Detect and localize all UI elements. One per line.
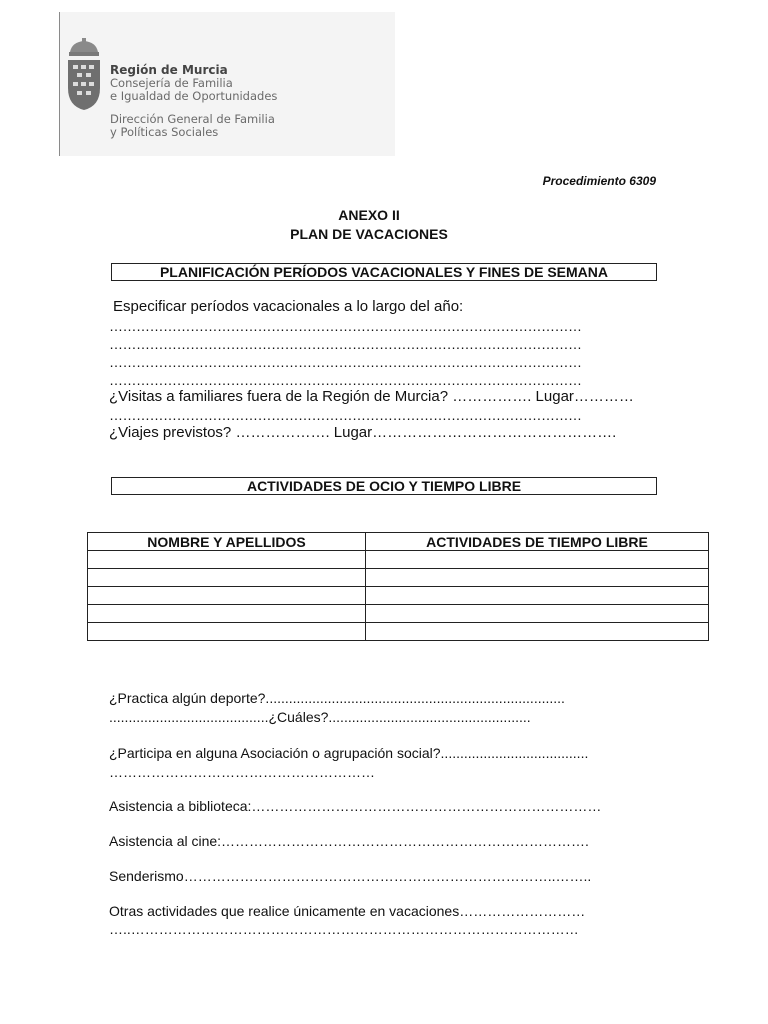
name-cell[interactable] (88, 605, 366, 623)
fill-line[interactable]: …………………………………………………………………………………………… (109, 407, 582, 423)
sport-which-question[interactable]: .........................................¿Cuáles?.................................................... (109, 709, 531, 725)
activities-cell[interactable] (366, 569, 709, 587)
activities-cell[interactable] (366, 551, 709, 569)
fill-line[interactable]: ………………………………………………… (109, 764, 375, 780)
logo-directorate-line-2: y Políticas Sociales (110, 125, 219, 139)
section-heading-vacation-planning: PLANIFICACIÓN PERÍODOS VACACIONALES Y FINES DE SEMANA (111, 263, 657, 281)
library-attendance-question[interactable]: Asistencia a biblioteca:………………………………………………………………… (109, 798, 602, 814)
other-vacation-activities-question[interactable]: Otras actividades que realice únicamente en vacaciones……………………… (109, 903, 586, 919)
specify-periods-label: Especificar períodos vacacionales a lo largo del año: (113, 298, 464, 315)
annex-title: ANEXO II (338, 207, 400, 223)
column-header-activities: ACTIVIDADES DE TIEMPO LIBRE (366, 533, 709, 551)
fill-line[interactable]: …………………………………………………………………………………………… (109, 354, 582, 370)
planned-trips-question[interactable]: ¿Viajes previstos? ………………. Lugar…………………………………………. (109, 424, 617, 441)
logo-region-name: Región de Murcia (110, 63, 228, 77)
table-row (88, 623, 709, 641)
name-cell[interactable] (88, 569, 366, 587)
name-cell[interactable] (88, 587, 366, 605)
logo-directorate-line-1: Dirección General de Familia (110, 112, 275, 126)
fill-line[interactable]: …………………………………………………………………………………………… (109, 336, 582, 352)
fill-line[interactable]: …………………………………………………………………………………………… (109, 318, 582, 334)
table-row (88, 587, 709, 605)
activities-cell[interactable] (366, 605, 709, 623)
fill-line[interactable]: …..…………………………………………………………………………………… (109, 921, 579, 937)
section-heading-leisure-activities: ACTIVIDADES DE OCIO Y TIEMPO LIBRE (111, 477, 657, 495)
table-row (88, 569, 709, 587)
name-cell[interactable] (88, 551, 366, 569)
table-header-row (88, 533, 709, 551)
leisure-activities-table (87, 532, 709, 641)
region-coat-of-arms-icon (66, 38, 102, 112)
procedure-number: Procedimiento 6309 (542, 174, 656, 188)
column-header-name: NOMBRE Y APELLIDOS (88, 533, 366, 551)
hiking-question[interactable]: Senderismo……………………………………………………………………..…….. (109, 868, 592, 884)
activities-cell[interactable] (366, 587, 709, 605)
logo-ministry-line-2: e Igualdad de Oportunidades (110, 89, 278, 103)
logo-ministry-line-1: Consejería de Familia (110, 76, 233, 90)
name-cell[interactable] (88, 623, 366, 641)
activities-cell[interactable] (366, 623, 709, 641)
association-question[interactable]: ¿Participa en alguna Asociación o agrupación social?...................................... (109, 745, 589, 761)
logo-divider (59, 12, 60, 156)
table-row (88, 605, 709, 623)
cinema-attendance-question[interactable]: Asistencia al cine:……………………………………………………………………. (109, 833, 589, 849)
family-visits-question[interactable]: ¿Visitas a familiares fuera de la Región de Murcia? ……………. Lugar………… (109, 388, 634, 405)
plan-title: PLAN DE VACACIONES (290, 226, 448, 242)
fill-line[interactable]: …………………………………………………………………………………………… (109, 372, 582, 388)
sport-question[interactable]: ¿Practica algún deporte?............................................................................. (109, 690, 565, 706)
table-row (88, 551, 709, 569)
